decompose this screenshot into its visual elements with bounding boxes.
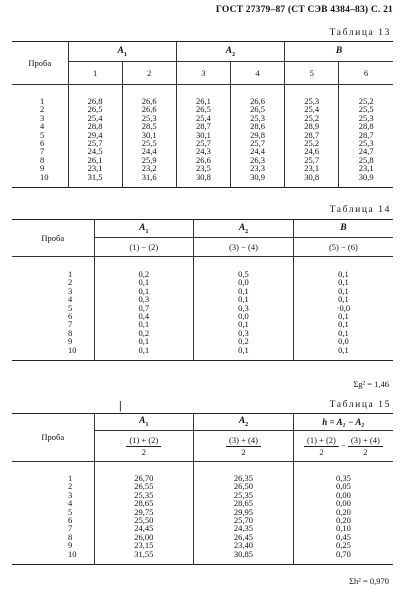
table14-caption: Таблица 14 <box>329 205 391 215</box>
table-cell: 0,1 <box>238 285 249 296</box>
table-cell: 0,00 <box>335 498 351 509</box>
sample-number: 9 <box>40 163 45 174</box>
table-cell: 25,7 <box>195 137 211 148</box>
table15-sum-note: Σh² = 0,970 <box>349 576 389 586</box>
table-cell: 28,8 <box>87 121 103 132</box>
table-cell: 30,8 <box>195 171 211 182</box>
table-cell: 26,6 <box>250 96 265 106</box>
table-cell: 28,8 <box>358 121 374 132</box>
table-cell: 31,5 <box>87 171 103 182</box>
table-cell: 25,2 <box>304 137 320 148</box>
table-cell: 24,5 <box>87 146 103 157</box>
table-cell: 25,50 <box>134 514 154 525</box>
table13-colnum: 3 <box>176 62 230 85</box>
table-cell: 24,35 <box>233 523 254 534</box>
table-cell: 0,1 <box>338 294 349 305</box>
table-cell: 0,3 <box>138 294 150 305</box>
table-cell: 28,5 <box>141 121 157 132</box>
sample-number: 4 <box>40 121 45 132</box>
table13-group-b: B <box>285 42 393 62</box>
table-cell: 26,35 <box>233 473 254 483</box>
sample-number: 3 <box>68 285 73 296</box>
table-cell: 0,20 <box>335 506 351 517</box>
table15-row-label: Проба <box>12 414 94 462</box>
sample-number: 9 <box>68 540 73 551</box>
table15-sample-col <box>12 462 94 565</box>
table15-data-col <box>94 462 194 565</box>
table-cell: 24,6 <box>304 146 320 157</box>
table-cell: 26,55 <box>134 481 154 492</box>
table13-colnum: 4 <box>230 62 284 85</box>
sample-number: 7 <box>68 523 73 534</box>
table15-group-a1: $A_1$ <box>94 414 194 431</box>
sample-number: 6 <box>40 137 45 148</box>
table-cell: 0,10 <box>335 523 351 534</box>
table-cell: 25,3 <box>358 112 374 123</box>
table-cell: 0,1 <box>138 319 150 330</box>
sample-number: 1 <box>40 96 45 106</box>
table14-group-a2: $A_2$ <box>194 220 294 238</box>
table-cell: 0,7 <box>138 302 150 313</box>
table-cell: 25,5 <box>358 104 374 115</box>
sample-number: 8 <box>68 531 73 542</box>
table14-group-a1: $A_1$ <box>94 220 194 238</box>
sample-number: 4 <box>68 498 73 509</box>
table-cell: 23,1 <box>304 163 320 174</box>
table-cell: 25,3 <box>358 137 374 148</box>
table13-data-col <box>122 85 176 188</box>
table-cell: 25,7 <box>87 137 103 148</box>
table-cell: 26,1 <box>195 96 211 106</box>
table13-sample-col <box>12 85 68 188</box>
sample-number: 2 <box>40 104 45 115</box>
table15-formula-h: $\frac{(1) + (2)}{2}$ − $\frac{(3) + (4)}{2}$ <box>293 431 393 462</box>
table-cell: 0,0 <box>338 336 349 347</box>
table-cell: 0,2 <box>138 269 150 279</box>
table-cell: 0,2 <box>238 336 249 347</box>
table14-group-b: B <box>293 220 393 238</box>
table-cell: 24,4 <box>141 146 157 157</box>
table13-colnum: 2 <box>122 62 176 85</box>
sample-number: 8 <box>40 154 45 165</box>
table-cell: 26,5 <box>195 104 211 115</box>
table-cell: 28,65 <box>134 498 154 509</box>
table13-colnum: 5 <box>285 62 339 85</box>
table-cell: 23,15 <box>134 540 154 551</box>
table13-data-col <box>176 85 230 188</box>
table-cell: 25,7 <box>250 137 265 148</box>
table-cell: 30,9 <box>250 171 265 182</box>
table-cell: 0,1 <box>238 319 249 330</box>
table-cell: 25,35 <box>233 489 254 500</box>
table-cell: 25,35 <box>134 489 154 500</box>
table-cell: 0,3 <box>238 302 249 313</box>
table-cell: 26,50 <box>233 481 254 492</box>
table13-data-col <box>68 85 122 188</box>
sample-number: 2 <box>68 481 73 492</box>
table-cell: 0,1 <box>138 344 150 355</box>
table13 <box>12 41 393 188</box>
page-header: ГОСТ 27379–87 (СТ СЭВ 4384–83) С. 21 <box>215 5 393 15</box>
sample-number: 1 <box>68 473 73 483</box>
table-cell: 0,20 <box>335 514 351 525</box>
sample-number: 3 <box>40 112 45 123</box>
table15-formula-a2: $\frac{(3) + (4)}{2}$ <box>194 431 294 462</box>
table-cell: 0,3 <box>238 327 249 338</box>
table-cell: 0,05 <box>335 481 351 492</box>
table-cell: 29,8 <box>250 129 265 140</box>
table14-sum-note: Σg² = 1,46 <box>353 379 389 389</box>
table-cell: 28,7 <box>358 129 374 140</box>
table15-group-a2: $A_2$ <box>194 414 294 431</box>
table-cell: 26,45 <box>233 531 254 542</box>
sample-number: 2 <box>68 277 73 288</box>
table-cell: 25,4 <box>195 112 211 123</box>
table-cell: 30,9 <box>358 171 374 182</box>
table13-data-col <box>230 85 284 188</box>
table-cell: 23,1 <box>87 163 103 174</box>
table-cell: 23,3 <box>250 163 265 174</box>
sample-number: 6 <box>68 310 73 321</box>
table-cell: 0,1 <box>338 319 349 330</box>
table-cell: 31,6 <box>141 171 157 182</box>
table-cell: 0,1 <box>338 344 349 355</box>
sample-number: 5 <box>40 129 45 140</box>
table-cell: 0,2 <box>138 327 150 338</box>
table-cell: 25,5 <box>141 137 157 148</box>
table-cell: 0,1 <box>338 310 349 321</box>
table-cell: 0,1 <box>138 277 150 288</box>
table-cell: 0,45 <box>335 531 351 542</box>
table-cell: 30,1 <box>195 129 211 140</box>
table-cell: 25,4 <box>87 112 103 123</box>
table-cell: 0,1 <box>138 336 150 347</box>
table-cell: 28,6 <box>250 121 265 132</box>
table14-data-col <box>293 257 393 361</box>
sample-number: 6 <box>68 514 73 525</box>
table15-caption: Таблица 15 <box>329 400 391 410</box>
table14-sample-col <box>12 257 94 361</box>
table-cell: ·0,0 <box>336 302 351 313</box>
table14-data-col <box>194 257 294 361</box>
table-cell: 25,70 <box>233 514 254 525</box>
sample-number: 9 <box>68 336 73 347</box>
table-cell: 25,2 <box>304 112 320 123</box>
table-cell: 26,5 <box>87 104 103 115</box>
table-cell: 0,1 <box>238 294 249 305</box>
table15-formula-a1: $\frac{(1) + (2)}{2}$ <box>94 431 194 462</box>
table14-row-label: Проба <box>12 220 94 257</box>
sample-number: 10 <box>68 548 77 559</box>
table-cell: 0,1 <box>238 344 249 355</box>
table-cell: 26,6 <box>141 104 157 115</box>
table-cell: 28,7 <box>304 129 320 140</box>
table-cell: 28,65 <box>233 498 254 509</box>
table13-caption: Таблица 13 <box>329 28 391 38</box>
table-cell: 0,35 <box>335 473 351 483</box>
table-cell: 0,70 <box>335 548 351 559</box>
table14-sublabel: (1) − (2) <box>94 238 194 257</box>
table15-data-col <box>194 462 294 565</box>
sample-number: 3 <box>68 489 73 500</box>
table-cell: 23,1 <box>358 163 374 174</box>
table13-group-a1: $A_1$ <box>68 42 176 62</box>
table13-data-col <box>285 85 339 188</box>
sample-number: 10 <box>40 171 49 182</box>
table-cell: 0,1 <box>338 277 349 288</box>
sample-number: 7 <box>68 319 73 330</box>
stray-mark: | <box>119 398 122 412</box>
table-cell: 25,4 <box>304 104 320 115</box>
table15-group-h: h = A₁ − A₂ <box>293 414 393 431</box>
table-cell: 26,5 <box>250 104 265 115</box>
table-cell: 25,3 <box>304 96 320 106</box>
table-cell: 24,45 <box>134 523 154 534</box>
table-cell: 0,4 <box>138 310 150 321</box>
table14-data-col <box>94 257 194 361</box>
table-cell: 0,1 <box>338 269 349 279</box>
table14 <box>12 219 393 361</box>
table13-data-col <box>339 85 393 188</box>
table-cell: 26,70 <box>134 473 154 483</box>
sample-number: 5 <box>68 302 73 313</box>
table-cell: 26,1 <box>87 154 103 165</box>
table14-sublabel: (5) − (6) <box>293 238 393 257</box>
table-cell: 26,6 <box>141 96 157 106</box>
table-cell: 24,4 <box>250 146 265 157</box>
table-cell: 26,6 <box>195 154 211 165</box>
table-cell: 26,3 <box>250 154 265 165</box>
table-cell: 23,40 <box>233 540 254 551</box>
table-cell: 26,00 <box>134 531 154 542</box>
table-cell: 0,25 <box>335 540 351 551</box>
sample-number: 5 <box>68 506 73 517</box>
sample-number: 1 <box>68 269 73 279</box>
table-cell: 0,0 <box>238 277 249 288</box>
sample-number: 10 <box>68 344 77 355</box>
table-cell: 25,3 <box>250 112 265 123</box>
table-cell: 23,2 <box>141 163 157 174</box>
sample-number: 7 <box>40 146 45 157</box>
table-cell: 28,9 <box>304 121 320 132</box>
table-cell: 29,95 <box>233 506 254 517</box>
table13-colnum: 6 <box>339 62 393 85</box>
table-cell: 25,2 <box>358 96 374 106</box>
table-cell: 23,5 <box>195 163 211 174</box>
table-cell: 26,8 <box>87 96 103 106</box>
table-cell: 25,9 <box>141 154 157 165</box>
table-cell: 31,55 <box>134 548 154 559</box>
table-cell: 29,4 <box>87 129 103 140</box>
table13-row-label: Проба <box>12 42 68 85</box>
table13-group-a2: $A_2$ <box>176 42 284 62</box>
table14-sublabel: (3) − (4) <box>194 238 294 257</box>
sample-number: 8 <box>68 327 73 338</box>
table-cell: 25,3 <box>141 112 157 123</box>
table13-colnum: 1 <box>68 62 122 85</box>
table-cell: 0,0 <box>238 310 249 321</box>
table-cell: 30,1 <box>141 129 157 140</box>
table-cell: 0,5 <box>238 269 249 279</box>
table-cell: 0,1 <box>338 285 349 296</box>
table-cell: 28,7 <box>195 121 211 132</box>
table-cell: 25,8 <box>358 154 374 165</box>
table-cell: 25,7 <box>304 154 320 165</box>
table-cell: 0,00 <box>335 489 351 500</box>
table15-data-col <box>293 462 393 565</box>
sample-number: 4 <box>68 294 73 305</box>
table-cell: 0,1 <box>138 285 150 296</box>
table-cell: 0,1 <box>338 327 349 338</box>
table-cell: 30,8 <box>304 171 320 182</box>
table15 <box>12 413 393 565</box>
table-cell: 30,85 <box>233 548 254 559</box>
table-cell: 24,3 <box>195 146 211 157</box>
table-cell: 29,75 <box>134 506 154 517</box>
table-cell: 24,7 <box>358 146 374 157</box>
